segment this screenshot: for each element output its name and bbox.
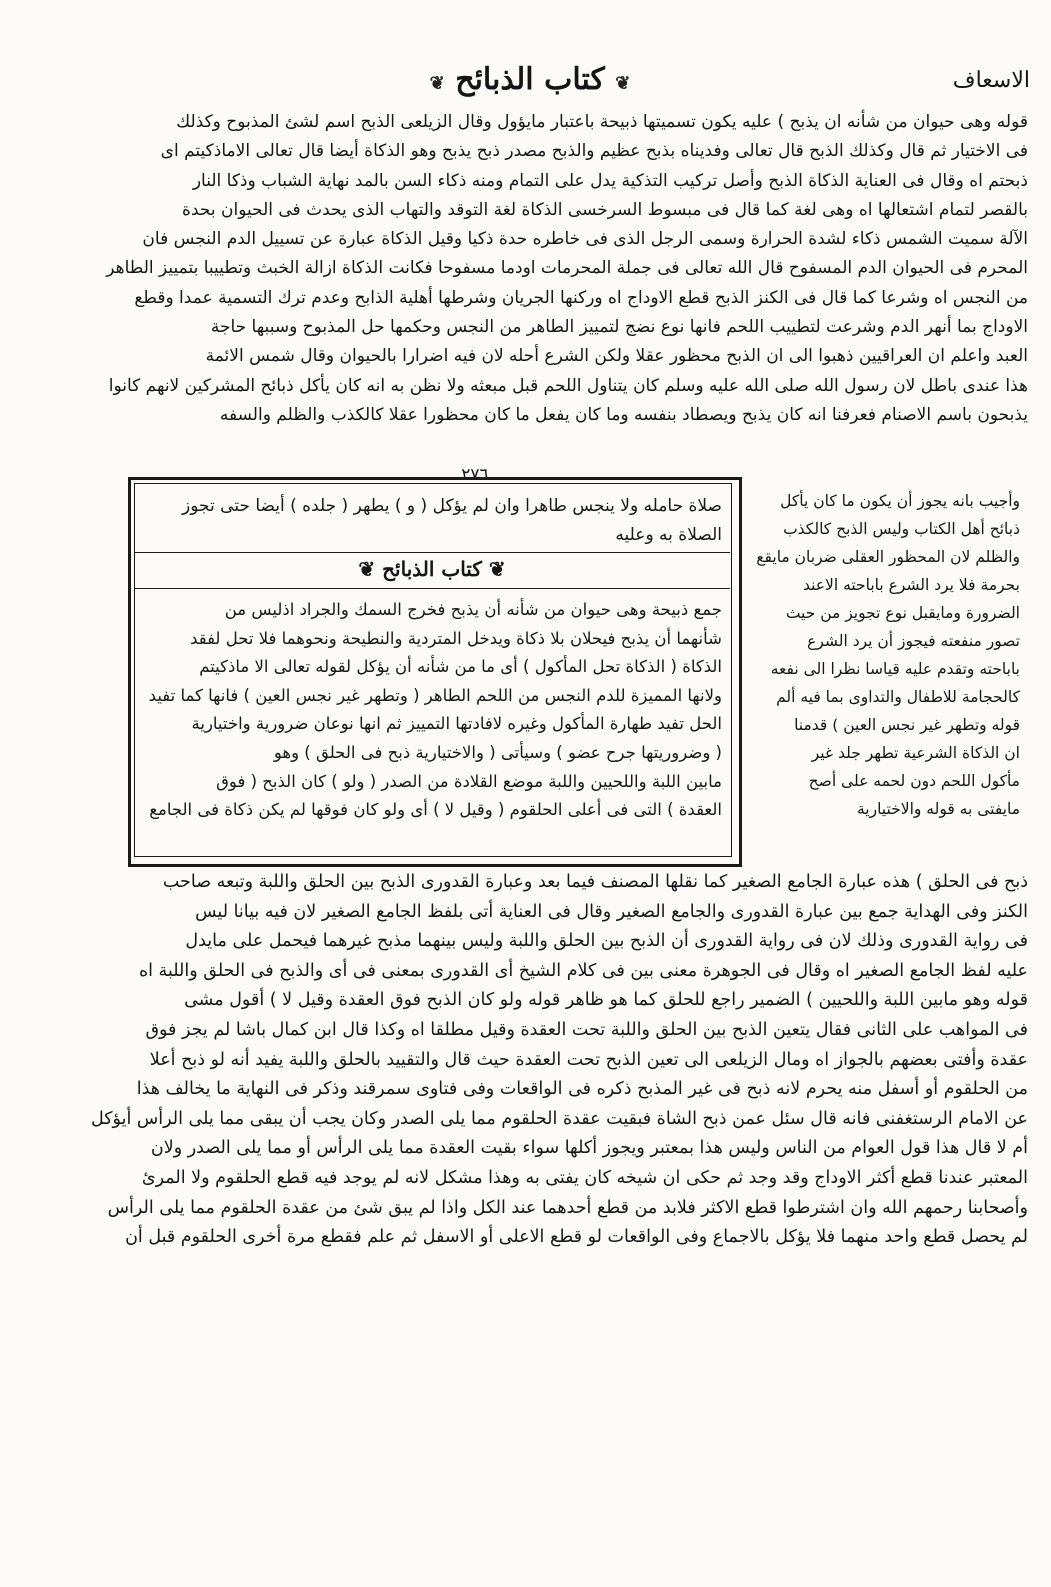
matn-top-text: [148, 492, 722, 550]
matn-line: الذكاة ( الذكاة تحل المأكول ) أى ما من شأنه أن يؤكل لقوله تعالى الا ماذكيتم: [199, 657, 722, 677]
commentary-line: فى الاختيار ثم قال وكذلك الذبح قال تعالى وفديناه بذبح عظيم والذبح مصدر ذبح يذبح وهو الذكاة أيضا قال تعالى الاماذكيتم اى: [160, 141, 1028, 162]
side-line: قوله وتطهر غير نجس العين ) قدمنا: [794, 716, 1020, 734]
commentary-line: فى المواهب على الثانى فقال يتعين الذبح بين الحلق واللبة تحت العقدة وقيل مطلقا اه وكذا قال ابن كمال باشا لم يجز فوق: [145, 1019, 1028, 1040]
side-line: مايفتى به قوله والاختيارية: [856, 800, 1020, 818]
ornament-icon: ❦: [488, 557, 506, 581]
commentary-line: وأصحابنا رحمهم الله وان اشترطوا قطع الاكثر فلابد من قطع أحدهما عند الكل واذا لم يبق شئ من عقدة الحلقوم مما يلى الرأس: [107, 1197, 1028, 1218]
commentary-line: من الحلقوم أو أسفل منه يحرم لانه ذبح فى غير المذبح ذكره فى الواقعات وفى فتاوى سمرقند وذكر فى النهاية ما يخالف هذا: [136, 1079, 1028, 1100]
divider: [134, 588, 730, 589]
commentary-line: ذبحتم اه وقال فى العناية الذكاة الذبح وأصل تركيب التذكية يدل على التمام ومنه ذكاء السن بالمد نهاية الشباب وذكا النار: [192, 170, 1028, 191]
commentary-line: لم يحصل قطع واحد منهما فلا يؤكل بالاجماع وفى الواقعات لو قطع الاعلى أو الاسفل ثم علم فقطع مرة أخرى الحلقوم قبل أن: [125, 1227, 1028, 1248]
matn-main-text: [146, 596, 722, 825]
side-line: بحرمة فلا يرد الشرع باباحته الاعند: [802, 576, 1020, 594]
ornament-icon: ❦: [358, 557, 376, 581]
commentary-line: أم لا قال هذا قول العوام من الناس وليس هذا بمعتبر ويجوز أكلها سواء بقيت العقدة مما يلى الرأس أو مما يلى الصدر ولان: [150, 1138, 1028, 1159]
chapter-title-text: كتاب الذبائح: [455, 62, 605, 97]
commentary-line: عليه لفظ الجامع الصغير اه وقال فى الجوهرة معنى بين فى كلام الشيخ أى القدورى بمعنى فى أى والذبح فى الحلق واللبة اه: [138, 960, 1028, 981]
commentary-line: المعتبر عندنا قطع أكثر الاوداج وقد وجد ثم حكى ان شيخه كان يفتى به وهذا مشكل لانه لم يوجد فيه قطع الحلقوم ولا المرئ: [141, 1167, 1028, 1188]
matn-line: الصلاة به وعليه: [615, 525, 722, 545]
ornament-icon: ❦: [429, 73, 445, 94]
divider: [134, 552, 730, 553]
commentary-line: ذبح فى الحلق ) هذه عبارة الجامع الصغير كما نقلها المصنف فيما بعد وعبارة القدورى الذبح بين الحلق واللبة وتبعه صاحب: [162, 872, 1028, 892]
commentary-line: يذبحون باسم الاصنام فعرفنا انه كان يذبح ويصطاد بنفسه وما كان يفعل ما كان محظورا عقلا كالكذب والظلم والسفه: [219, 404, 1028, 425]
side-line: ان الذكاة الشرعية تطهر جلد غير: [811, 744, 1020, 762]
matn-line: جمع ذبيحة وهى حيوان من شأنه أن يذبح فخرج السمك والجراد اذليس من: [224, 600, 722, 619]
commentary-line: الكنز وفى الهداية جمع بين عبارة القدورى والجامع الصغير وقال فى العناية أتى بلفظ الجامع الصغير لان فيه بيانا ليس: [195, 901, 1028, 922]
bottom-commentary: [78, 868, 1028, 1253]
commentary-line: من النجس اه وشرعا كما قال فى الكنز الذبح قطع الاوداج اه وركنها الجريان وشرطها أهلية الذابح وعدم ترك التسمية عمدا وقطع: [134, 287, 1028, 308]
chapter-title: [410, 62, 650, 97]
side-line: الضرورة ومايقبل نوع تجويز من حيث: [785, 604, 1020, 622]
commentary-line: الآلة سميت الشمس ذكاء لشدة الحرارة وسمى الرجل الذى فى خاطره حدة ذكيا وقيل الذكاة عبارة عن تسييل الدم النجس فان: [142, 229, 1028, 250]
page-number: ٢٧٦: [461, 465, 489, 485]
matn-line: شأنهما أن يذبح فيحلان بلا ذكاة ويدخل المتردية والنطيحة ونحوهما فلا تحل لفقد: [190, 628, 722, 648]
matn-line: العقدة ) التى فى أعلى الحلقوم ( وقيل لا ) أى ولو كان فوقها لم يكن ذكاة فى الجامع: [149, 800, 722, 820]
side-line: مأكول اللحم دون لحمه على أصح: [808, 772, 1020, 790]
matn-line: ولانها المميزة للدم النجس من اللحم الطاهر ( وتطهر غير نجس العين ) فانها كما تفيد: [148, 685, 722, 705]
matn-line: ( وضروريتها جرح عضو ) وسيأتى ( والاختيارية ذبح فى الحلق ) وهو: [273, 742, 722, 762]
commentary-line: بالقصر لتمام اشتعالها اه وهى لغة كما قال فى مبسوط السرخسى الذكاة لغة التوقد والتهاب الذى يحدث فى الحيوان بحدة: [182, 199, 1028, 220]
section-title-text: كتاب الذبائح: [382, 557, 482, 581]
commentary-line: قوله وهى حيوان من شأنه ان يذبح ) عليه يكون تسميتها ذبيحة باعتبار مايؤول وقال الزيلعى الذبح اسم لشئ المذبوح وكذلك: [176, 112, 1028, 132]
ornament-icon: ❦: [615, 73, 631, 94]
side-commentary: [752, 487, 1020, 823]
commentary-line: العبد واعلم ان العراقيين ذهبوا الى ان الذبح محظور عقلا ولكن الشرع أحله لان فيه اضرارا بالحيوان وقال شمس الائمة: [205, 346, 1028, 367]
commentary-line: المحرم فى الحيوان الدم المسفوح قال الله تعالى فى جملة المحرمات اودما مسفوحا فكانت الذكاة ازالة الخبث وتطييبا بتمييز الطاهر: [106, 258, 1028, 279]
section-title: [134, 557, 730, 581]
matn-line: الحل تفيد طهارة المأكول وغيره لافادتها التمييز ثم انها نوعان ضرورية واختيارية: [191, 714, 722, 734]
running-head: الاسعاف: [952, 68, 1030, 93]
side-line: ذبائح أهل الكتاب وليس الذبح كالكذب: [783, 520, 1020, 538]
commentary-line: عقدة وأفتى بعضهم بالجواز اه ومال الزيلعى الى تعين الذبح تحت العقدة حيث قال والتقييد بالحلق واللبة يفيد أنه لو ذبح أعلا: [149, 1049, 1028, 1070]
top-commentary: [78, 108, 1028, 430]
commentary-line: عن الامام الرستغفنى فانه قال سئل عمن ذبح الشاة فبقيت عقدة الحلقوم مما يلى الصدر وكان يجب أن يبقى مما يلى الرأس أيؤكل: [90, 1108, 1028, 1129]
commentary-line: الاوداج بما أنهر الدم وشرعت لتطييب اللحم فانها نوع نضج لتمييز الطاهر من النجس وحكمها حل المذبوح وسببها حاجة: [210, 317, 1028, 338]
commentary-line: قوله وهو مابين اللبة واللحيين ) الضمير راجع للحلق كما هو ظاهر قوله ولو كان الذبح فوق العقدة وقيل لا ) أقول مشى: [184, 990, 1028, 1011]
side-line: كالحجامة للاطفال والتداوى بما فيه ألم: [776, 688, 1020, 706]
side-line: وأجيب بانه يجوز أن يكون ما كان يأكل: [780, 492, 1020, 510]
side-line: تصور منفعته فيجوز أن يرد الشرع: [807, 632, 1020, 650]
commentary-line: فى رواية القدورى وذلك لان فى رواية القدورى أن الذبح بين الحلق واللبة وليس بينهما مذبح غيرهما فيحمل على مايدل: [185, 931, 1028, 952]
side-line: باباحته وتقدم عليه قياسا نظرا الى نفعه: [770, 660, 1020, 678]
matn-line: مابين اللبة واللحيين واللبة موضع القلادة من الصدر ( ولو ) كان الذبح ( فوق: [216, 771, 722, 791]
side-line: والظلم لان المحظور العقلى ضربان مايقع: [756, 548, 1020, 566]
commentary-line: هذا عندى باطل لان رسول الله صلى الله عليه وسلم كان يتناول اللحم قبل مبعثه ولا نظن به انه كان يأكل ذبائح المشركين لانهم كانوا: [108, 375, 1028, 396]
matn-line: صلاة حامله ولا ينجس طاهرا وان لم يؤكل ( و ) يطهر ( جلده ) أيضا حتى تجوز: [182, 496, 722, 516]
